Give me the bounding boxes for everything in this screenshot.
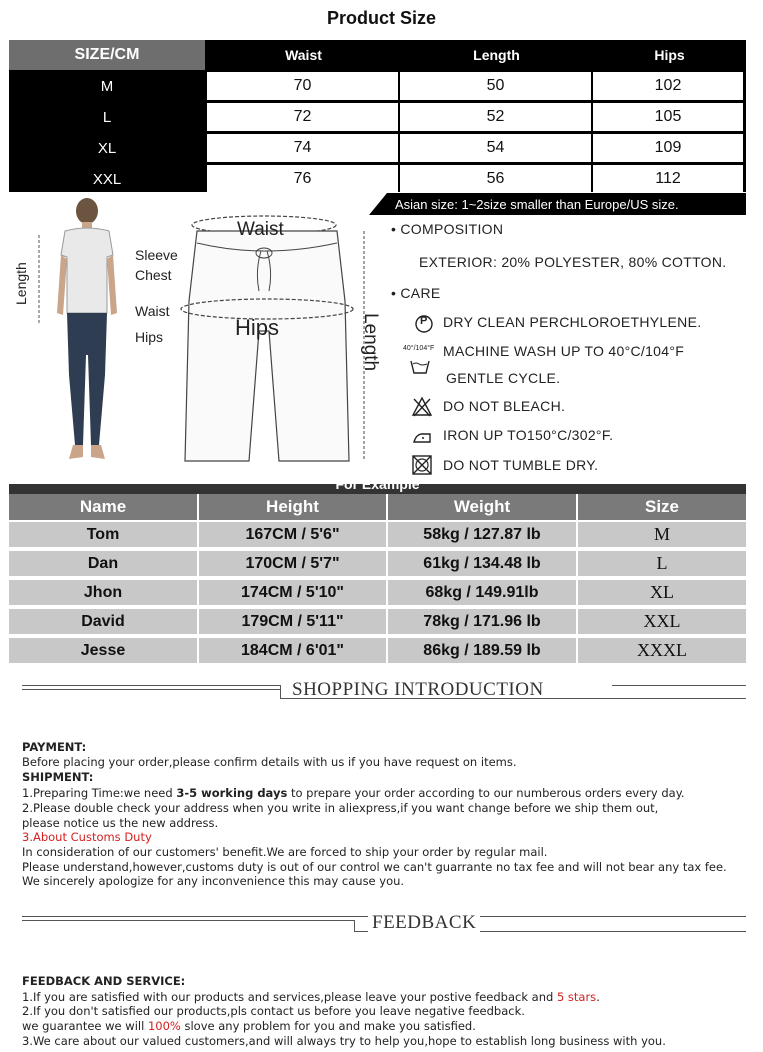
shipment-item-3c: We sincerely apologize for any inconvenience this may cause you. [22, 874, 405, 888]
measurement-panel [9, 193, 746, 483]
shipment-item-3b: Please understand,however,customs duty is out of our control we can't guarrante no tax fee and will not bear any tax fee. [22, 860, 727, 874]
feedback-section-title: FEEDBACK AND SERVICE: [22, 974, 186, 988]
care-item: IRON UP TO150°C/302°F. [443, 427, 614, 443]
example-title: For Example [335, 476, 420, 492]
waist-cell: 74 [207, 134, 398, 162]
shorts-diagram-icon [179, 211, 379, 471]
shipment-item-2: 2.Please double check your address when you write in aliexpress,if you want change before we ship them out, [22, 801, 659, 815]
example-name-cell: David [9, 609, 199, 636]
example-header-weight: Weight [388, 494, 578, 520]
model-hips-label: Hips [135, 329, 164, 345]
example-height-cell: 179CM / 5'11" [199, 609, 388, 636]
care-item: DO NOT BLEACH. [443, 398, 566, 414]
feedback-item-3: 3.We care about our valued customers,and will always try to help you,hope to establish long business with you. [22, 1034, 666, 1048]
shipment-item-3a: In consideration of our customers' benefit.We are forced to ship your order by regular mail. [22, 845, 548, 859]
example-name-cell: Dan [9, 551, 199, 578]
dry-clean-icon-letter: P [420, 315, 428, 327]
shorts-waist-label: Waist [237, 219, 284, 240]
example-size-cell: XXL [578, 609, 746, 636]
model-sleeve-label: Sleeve [135, 247, 178, 263]
payment-title: PAYMENT: [22, 740, 87, 754]
size-label: L [102, 108, 112, 126]
no-tumble-dry-icon [411, 454, 433, 476]
hips-cell: 112 [593, 165, 743, 193]
no-bleach-icon [411, 396, 433, 418]
waist-cell: 70 [207, 72, 398, 100]
example-header-height: Height [199, 494, 388, 520]
asian-size-note: Asian size: 1~2size smaller than Europe/US size. [387, 193, 746, 215]
example-height-cell: 174CM / 5'10" [199, 580, 388, 607]
length-cell: 50 [400, 72, 591, 100]
composition-text: EXTERIOR: 20% POLYESTER, 80% COTTON. [419, 254, 727, 270]
example-header-size: Size [578, 494, 746, 520]
care-item: DRY CLEAN PERCHLOROETHYLENE. [443, 314, 702, 330]
example-size-cell: L [578, 551, 746, 578]
model-figure-icon [27, 195, 137, 480]
hips-cell: 105 [593, 103, 743, 131]
example-height-cell: 170CM / 5'7" [199, 551, 388, 578]
example-header-name: Name [9, 494, 199, 520]
wash-basin-icon [409, 355, 431, 377]
iron-icon [411, 425, 433, 447]
length-cell: 56 [400, 165, 591, 193]
example-table [9, 476, 746, 662]
shipment-item-1: 1.Preparing Time:we need 3-5 working days to prepare your order according to our numberous orders every day. [22, 786, 685, 800]
shipment-item-3: 3.About Customs Duty [22, 830, 152, 844]
feedback-item-2: 2.If you don't satisfied our products,pls contact us before you leave negative feedback. [22, 1004, 525, 1018]
example-name-cell: Tom [9, 522, 199, 549]
example-weight-cell: 86kg / 189.59 lb [388, 638, 578, 665]
example-height-cell: 184CM / 6'01" [199, 638, 388, 665]
example-name-cell: Jhon [9, 580, 199, 607]
example-name-cell: Jesse [9, 638, 199, 665]
size-table [9, 40, 746, 192]
wash-temp-label: 40°/104°F [403, 345, 435, 352]
shorts-hips-label: Hips [235, 315, 280, 340]
model-waist-label: Waist [135, 303, 170, 319]
size-label: M [100, 77, 114, 95]
hips-cell: 109 [593, 134, 743, 162]
payment-text: Before placing your order,please confirm details with us if you have request on items. [22, 755, 517, 769]
shipment-title: SHIPMENT: [22, 770, 94, 784]
size-label: XXL [92, 170, 122, 188]
care-title: • CARE [391, 285, 441, 301]
example-height-cell: 167CM / 5'6" [199, 522, 388, 549]
shipment-item-2b: please notice us the new address. [22, 816, 219, 830]
size-table-header-size: SIZE/CM [9, 40, 205, 70]
length-cell: 54 [400, 134, 591, 162]
example-weight-cell: 61kg / 134.48 lb [388, 551, 578, 578]
waist-cell: 72 [207, 103, 398, 131]
feedback-title: FEEDBACK [368, 912, 480, 934]
shopping-intro-title: SHOPPING INTRODUCTION [292, 679, 544, 700]
page-title: Product Size [326, 8, 437, 28]
care-item: DO NOT TUMBLE DRY. [443, 457, 599, 473]
example-weight-cell: 78kg / 171.96 lb [388, 609, 578, 636]
care-item: GENTLE CYCLE. [446, 370, 561, 386]
feedback-item-1: 1.If you are satisfied with our products and services,please leave your postive feedback and 5 stars. [22, 990, 600, 1004]
shopping-intro-header [22, 680, 746, 702]
feedback-item-2b: we guarantee we will 100% slove any problem for you and make you satisfied. [22, 1019, 476, 1033]
model-chest-label: Chest [135, 267, 172, 283]
model-length-label: Length [13, 262, 29, 305]
size-label: XL [97, 139, 117, 157]
length-cell: 52 [400, 103, 591, 131]
example-weight-cell: 68kg / 149.91lb [388, 580, 578, 607]
example-weight-cell: 58kg / 127.87 lb [388, 522, 578, 549]
care-item: MACHINE WASH UP TO 40°C/104°F [443, 343, 685, 359]
example-size-cell: M [578, 522, 746, 549]
size-table-header-hips: Hips [654, 47, 685, 63]
example-size-cell: XL [578, 580, 746, 607]
size-table-header-waist: Waist [285, 47, 322, 63]
composition-title: • COMPOSITION [391, 221, 504, 237]
example-size-cell: XXXL [578, 638, 746, 665]
feedback-header [22, 912, 746, 934]
hips-cell: 102 [593, 72, 743, 100]
shorts-length-label: Length [360, 313, 381, 372]
size-table-header-length: Length [473, 47, 520, 63]
waist-cell: 76 [207, 165, 398, 193]
